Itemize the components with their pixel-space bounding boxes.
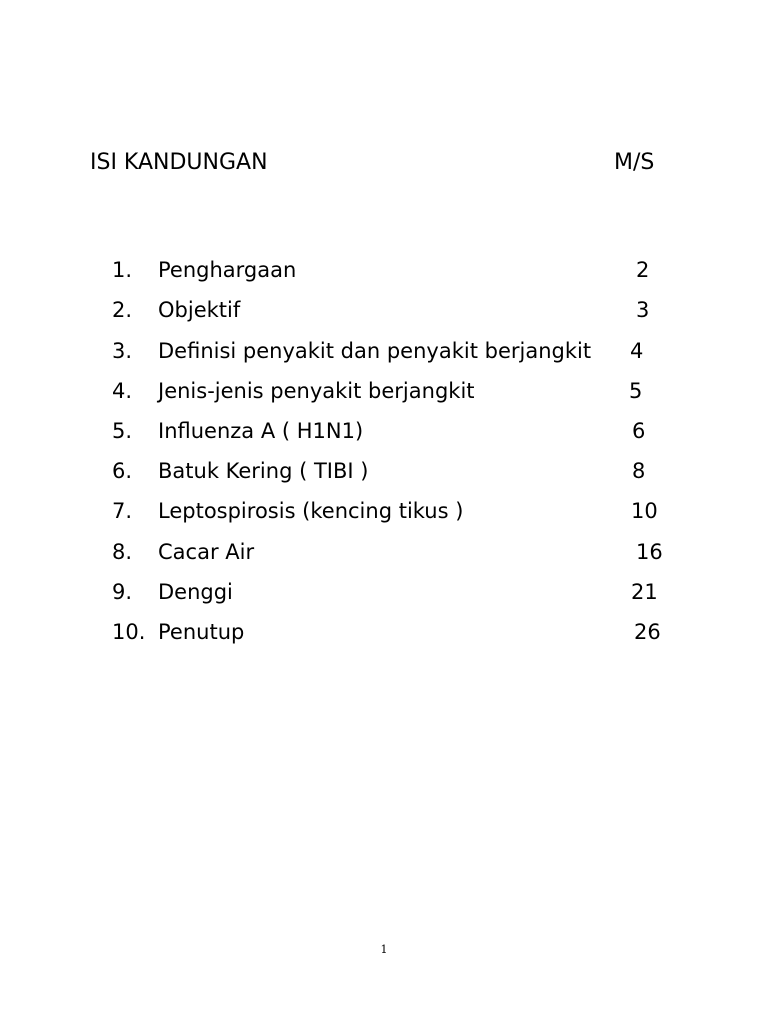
toc-entry-page: 4 <box>630 339 644 363</box>
toc-entry <box>0 577 768 607</box>
toc-entry-title: Objektif <box>158 298 241 322</box>
toc-heading: ISI KANDUNGAN <box>90 150 268 175</box>
toc-entry <box>0 416 768 446</box>
toc-entry-page: 8 <box>632 459 646 483</box>
table-of-contents <box>0 255 768 665</box>
toc-entry-page: 6 <box>632 419 646 443</box>
toc-entry-page: 16 <box>636 540 663 564</box>
toc-entry-page: 5 <box>629 379 643 403</box>
toc-entry-number: 1. <box>112 258 133 282</box>
toc-entry <box>0 537 768 567</box>
toc-entry <box>0 456 768 486</box>
toc-entry-number: 6. <box>112 459 133 483</box>
toc-entry-number: 4. <box>112 379 133 403</box>
toc-entry-title: Denggi <box>158 580 233 604</box>
toc-entry-page: 26 <box>634 620 661 644</box>
toc-entry-title: Influenza A ( H1N1) <box>158 419 364 443</box>
toc-entry-number: 2. <box>112 298 133 322</box>
toc-entry <box>0 255 768 285</box>
toc-entry-number: 5. <box>112 419 133 443</box>
toc-entry-title: Definisi penyakit dan penyakit berjangkit <box>158 339 592 363</box>
toc-entry-title: Batuk Kering ( TIBI ) <box>158 459 369 483</box>
toc-entry-page: 21 <box>631 580 658 604</box>
page-number: 1 <box>380 943 388 956</box>
toc-entry-number: 8. <box>112 540 133 564</box>
toc-entry-title: Leptospirosis (kencing tikus ) <box>158 499 464 523</box>
toc-entry <box>0 336 768 366</box>
toc-entry-title: Jenis-jenis penyakit berjangkit <box>158 379 475 403</box>
toc-entry-number: 3. <box>112 339 133 363</box>
toc-entry <box>0 496 768 526</box>
toc-entry-title: Penutup <box>158 620 245 644</box>
page-column-heading: M/S <box>614 150 655 175</box>
toc-entry <box>0 295 768 325</box>
toc-entry <box>0 617 768 647</box>
toc-entry-title: Penghargaan <box>158 258 297 282</box>
toc-entry-page: 2 <box>636 258 650 282</box>
toc-entry-page: 10 <box>631 499 658 523</box>
toc-entry-number: 9. <box>112 580 133 604</box>
toc-entry <box>0 376 768 406</box>
toc-entry-number: 10. <box>112 620 146 644</box>
toc-entry-number: 7. <box>112 499 133 523</box>
toc-entry-page: 3 <box>636 298 650 322</box>
toc-entry-title: Cacar Air <box>158 540 255 564</box>
